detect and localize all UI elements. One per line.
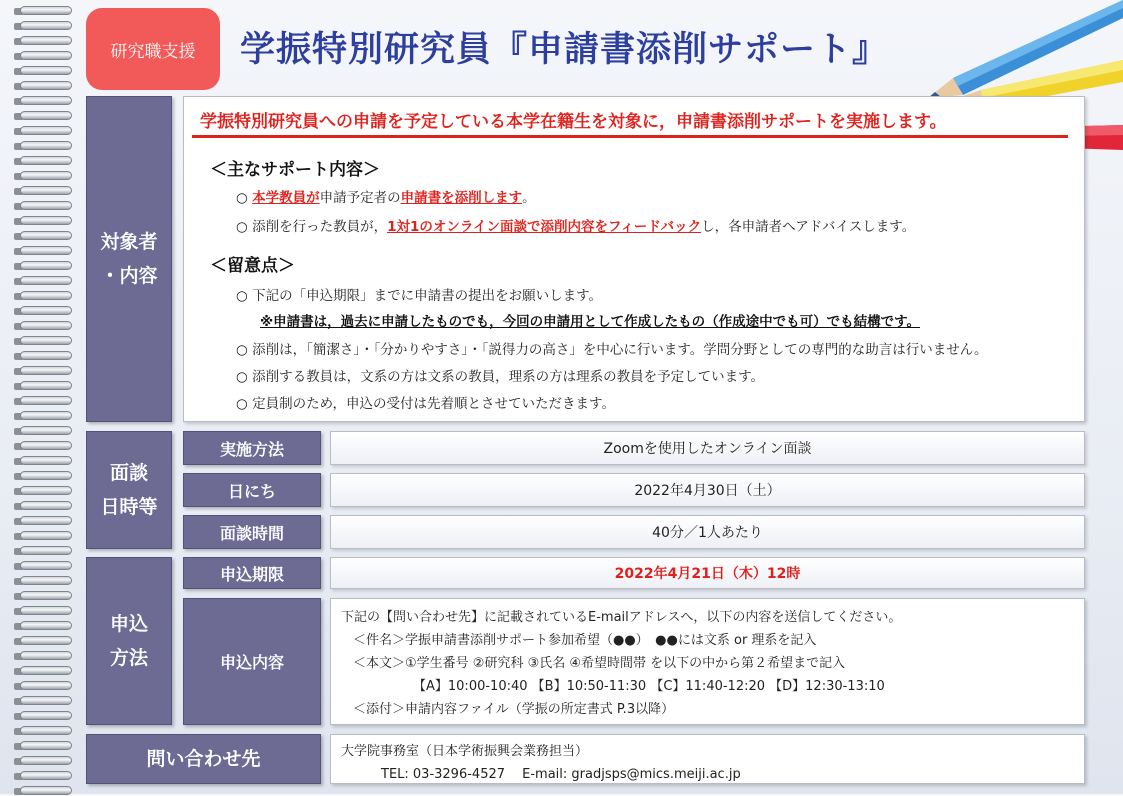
content-line-4: 【A】10:00-10:40 【B】10:50-11:30 【C】11:40-12:20 【D】12:30-13:10	[413, 679, 885, 694]
spiral-ring	[14, 156, 74, 166]
spiral-ring	[14, 216, 74, 226]
spiral-ring	[14, 6, 74, 16]
spiral-ring	[14, 111, 74, 121]
row-label-content: 申込内容	[183, 598, 321, 725]
spiral-ring	[14, 501, 74, 511]
ring-wire	[20, 741, 72, 750]
emphasis-feedback: 1対1のオンライン面談で添削内容をフィードバック	[387, 219, 702, 235]
spiral-ring	[14, 666, 74, 676]
spiral-ring	[14, 486, 74, 496]
ring-wire	[20, 381, 72, 390]
spiral-ring	[14, 621, 74, 631]
ring-wire	[20, 636, 72, 645]
spiral-ring	[14, 411, 74, 421]
spiral-ring	[14, 351, 74, 361]
ring-wire	[20, 186, 72, 195]
content-line-2: ＜件名＞学振申請書添削サポート参加希望（●●） ●●には文系 or 理系を記入	[353, 633, 817, 648]
ring-wire	[20, 441, 72, 450]
spiral-ring	[14, 741, 74, 751]
spiral-ring	[14, 591, 74, 601]
ring-wire	[20, 231, 72, 240]
section-label-line1: 対象者	[100, 231, 158, 253]
spiral-ring	[14, 456, 74, 466]
spiral-ring	[14, 696, 74, 706]
spiral-ring	[14, 186, 74, 196]
ring-wire	[20, 471, 72, 480]
note-item-4: ○ 定員制のため，申込の受付は先着順とさせていただきます。	[236, 396, 615, 412]
spiral-ring	[14, 141, 74, 151]
spiral-ring	[14, 786, 74, 796]
section-label-application	[86, 557, 172, 725]
ring-wire	[20, 486, 72, 495]
section-label-target	[86, 96, 172, 422]
ring-wire	[20, 576, 72, 585]
ring-wire	[20, 561, 72, 570]
bullet: ○	[236, 190, 253, 206]
spiral-ring	[14, 201, 74, 211]
ring-wire	[20, 141, 72, 150]
ring-wire	[20, 456, 72, 465]
spiral-ring	[14, 126, 74, 136]
spiral-ring	[14, 366, 74, 376]
ring-wire	[20, 21, 72, 30]
ring-wire	[20, 666, 72, 675]
item-text: 申請予定者の	[319, 190, 401, 206]
contact-office: 大学院事務室（日本学術振興会業務担当）	[341, 744, 589, 759]
note-item-1: ○ 下記の「申込期限」までに申請書の提出をお願いします。	[236, 288, 602, 304]
contact-box	[330, 734, 1085, 784]
ring-wire	[20, 336, 72, 345]
content-line-1: 下記の【問い合わせ先】に記載されているE-mailアドレスへ，以下の内容を送信してください。	[341, 610, 902, 625]
spiral-ring	[14, 636, 74, 646]
ring-wire	[20, 351, 72, 360]
row-value-duration: 40分／1人あたり	[330, 515, 1085, 549]
spiral-ring	[14, 96, 74, 106]
ring-wire	[20, 426, 72, 435]
content-line-5: ＜添付＞申請内容ファイル（学振の所定書式 P.3以降）	[353, 702, 675, 717]
row-label-deadline: 申込期限	[183, 557, 321, 589]
section-label-line1: 申込	[109, 613, 148, 635]
section-label-interview	[86, 431, 172, 549]
section-label-line2: 方法	[109, 647, 148, 669]
ring-wire	[20, 771, 72, 780]
spiral-ring	[14, 426, 74, 436]
spiral-ring	[14, 561, 74, 571]
page-title: 学振特別研究員『申請書添削サポート』	[240, 30, 889, 70]
item-text-end: し，各申請者へアドバイスします。	[701, 219, 916, 235]
section-label-line1: 面談	[109, 462, 148, 484]
ring-wire	[20, 501, 72, 510]
contact-details: TEL: 03-3296-4527 E-mail: gradjsps@mics.meiji.ac.jp	[381, 767, 741, 782]
spiral-ring	[14, 651, 74, 661]
note-item-1-remark: ※申請書は，過去に申請したものでも，今回の申請用として作成したもの（作成途中でも可）でも結構です。	[260, 314, 921, 330]
ring-wire	[20, 411, 72, 420]
support-heading: ＜主なサポート内容＞	[210, 160, 380, 180]
spiral-ring	[14, 51, 74, 61]
item-text-end: 。	[522, 190, 536, 206]
intro-text: 学振特別研究員への申請を予定している本学在籍生を対象に，申請書添削サポートを実施します。	[200, 112, 947, 132]
ring-wire	[20, 156, 72, 165]
spiral-ring	[14, 396, 74, 406]
ring-wire	[20, 606, 72, 615]
ring-wire	[20, 126, 72, 135]
ring-wire	[20, 591, 72, 600]
spiral-ring	[14, 531, 74, 541]
note-item-2: ○ 添削は，「簡潔さ」・「分かりやすさ」・「説得力の高さ」を中心に行います。学問分野としての専門的な助言は行いません。	[236, 342, 988, 358]
ring-wire	[20, 621, 72, 630]
ring-wire	[20, 111, 72, 120]
ring-wire	[20, 81, 72, 90]
category-tag: 研究職支援	[86, 8, 220, 90]
ring-wire	[20, 696, 72, 705]
spiral-ring	[14, 681, 74, 691]
ring-wire	[20, 261, 72, 270]
notes-heading: ＜留意点＞	[210, 256, 295, 276]
row-label-method: 実施方法	[183, 431, 321, 465]
spiral-ring	[14, 516, 74, 526]
ring-wire	[20, 531, 72, 540]
spiral-ring	[14, 546, 74, 556]
ring-wire	[20, 681, 72, 690]
spiral-ring	[14, 21, 74, 31]
intro-underline	[192, 135, 1068, 138]
ring-wire	[20, 216, 72, 225]
ring-wire	[20, 516, 72, 525]
spiral-ring	[14, 471, 74, 481]
section-label-line2: ・内容	[100, 265, 158, 287]
ring-wire	[20, 246, 72, 255]
spiral-ring	[14, 306, 74, 316]
ring-wire	[20, 51, 72, 60]
emphasis-faculty: 本学教員が	[252, 190, 320, 206]
spiral-ring	[14, 576, 74, 586]
spiral-ring	[14, 711, 74, 721]
application-content-box	[330, 598, 1085, 725]
spiral-ring	[14, 66, 74, 76]
ring-wire	[20, 66, 72, 75]
section-label-line2: 日時等	[100, 496, 158, 518]
spiral-ring	[14, 756, 74, 766]
ring-wire	[20, 396, 72, 405]
row-label-duration: 面談時間	[183, 515, 321, 549]
spiral-ring	[14, 261, 74, 271]
ring-wire	[20, 291, 72, 300]
spiral-binding	[0, 0, 80, 794]
ring-wire	[20, 276, 72, 285]
section-label-contact: 問い合わせ先	[86, 734, 321, 784]
spiral-ring	[14, 246, 74, 256]
support-item-2	[236, 215, 915, 235]
ring-wire	[20, 171, 72, 180]
row-value-method: Zoomを使用したオンライン面談	[330, 431, 1085, 465]
spiral-ring	[14, 231, 74, 241]
ring-wire	[20, 201, 72, 210]
ring-wire	[20, 36, 72, 45]
spiral-ring	[14, 441, 74, 451]
support-item-1	[236, 186, 536, 206]
spiral-ring	[14, 771, 74, 781]
ring-wire	[20, 366, 72, 375]
ring-wire	[20, 651, 72, 660]
spiral-ring	[14, 81, 74, 91]
ring-wire	[20, 726, 72, 735]
ring-wire	[20, 711, 72, 720]
target-content-box	[183, 96, 1085, 422]
spiral-ring	[14, 276, 74, 286]
ring-wire	[20, 6, 72, 15]
row-value-date: 2022年4月30日（土）	[330, 473, 1085, 507]
spiral-ring	[14, 381, 74, 391]
row-label-date: 日にち	[183, 473, 321, 507]
content-line-3: ＜本文＞①学生番号 ②研究科 ③氏名 ④希望時間帯 を以下の中から第２希望まで記入	[353, 656, 846, 671]
ring-wire	[20, 96, 72, 105]
spiral-ring	[14, 606, 74, 616]
emphasis-review: 申請書を添削します	[400, 190, 523, 206]
item-text: ○ 添削を行った教員が，	[236, 219, 388, 235]
spiral-ring	[14, 726, 74, 736]
spiral-ring	[14, 36, 74, 46]
ring-wire	[20, 306, 72, 315]
note-item-3: ○ 添削する教員は，文系の方は文系の教員，理系の方は理系の教員を予定しています。	[236, 369, 764, 385]
spiral-ring	[14, 171, 74, 181]
ring-wire	[20, 546, 72, 555]
spiral-ring	[14, 321, 74, 331]
spiral-ring	[14, 291, 74, 301]
ring-wire	[20, 756, 72, 765]
row-value-deadline: 2022年4月21日（木）12時	[330, 557, 1085, 589]
ring-wire	[20, 321, 72, 330]
spiral-ring	[14, 336, 74, 346]
